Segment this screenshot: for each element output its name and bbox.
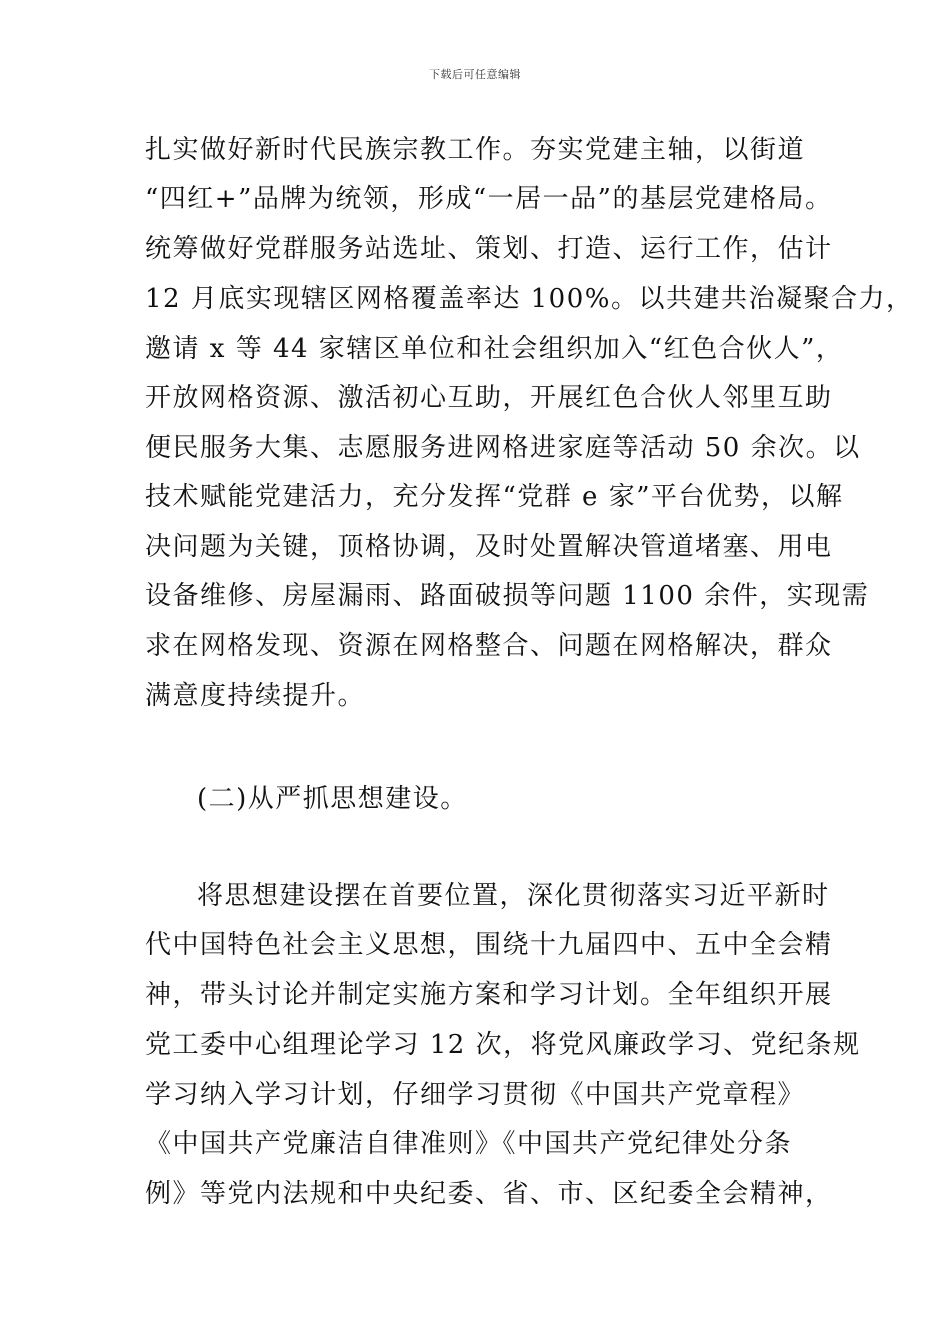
text-line: 12 月底实现辖区网格覆盖率达 100%。以共建共治凝聚合力， (145, 284, 914, 314)
text-line: 便民服务大集、志愿服务进网格进家庭等活动 50 余次。以 (145, 433, 861, 463)
text-line: 《中国共产党廉洁自律准则》《中国共产党纪律处分条 (145, 1129, 793, 1159)
text-line: 将思想建设摆在首要位置，深化贯彻落实习近平新时 (197, 881, 830, 911)
text-line: 代中国特色社会主义思想，围绕十九届四中、五中全会精 (145, 930, 833, 960)
page-header: 下载后可任意编辑 (429, 68, 521, 81)
text-line: 技术赋能党建活力，充分发挥“党群 e 家”平台优势，以解 (145, 482, 844, 512)
text-line: 例》等党内法规和中央纪委、省、市、区纪委全会精神， (145, 1179, 833, 1209)
text-line: 满意度持续提升。 (145, 681, 366, 711)
text-line: “四红+”品牌为统领，形成“一居一品”的基层党建格局。 (145, 184, 833, 214)
text-line: 决问题为关键，顶格协调，及时处置解决管道堵塞、用电 (145, 532, 833, 562)
text-line: 求在网格发现、资源在网格整合、问题在网格解决，群众 (145, 631, 833, 661)
section-heading: (二)从严抓思想建设。 (197, 784, 468, 814)
text-line: 党工委中心组理论学习 12 次，将党风廉政学习、党纪条规 (145, 1030, 861, 1060)
text-line: 神，带头讨论并制定实施方案和学习计划。全年组织开展 (145, 980, 833, 1010)
text-line: 学习纳入学习计划，仔细学习贯彻《中国共产党章程》 (145, 1080, 806, 1110)
text-line: 设备维修、房屋漏雨、路面破损等问题 1100 余件，实现需 (145, 581, 870, 611)
text-line: 邀请 x 等 44 家辖区单位和社会组织加入“红色合伙人”， (145, 334, 844, 364)
text-line: 开放网格资源、激活初心互助，开展红色合伙人邻里互助 (145, 383, 833, 413)
text-line: 统筹做好党群服务站选址、策划、打造、运行工作，估计 (145, 234, 833, 264)
text-line: 扎实做好新时代民族宗教工作。夯实党建主轴，以街道 (145, 135, 806, 165)
